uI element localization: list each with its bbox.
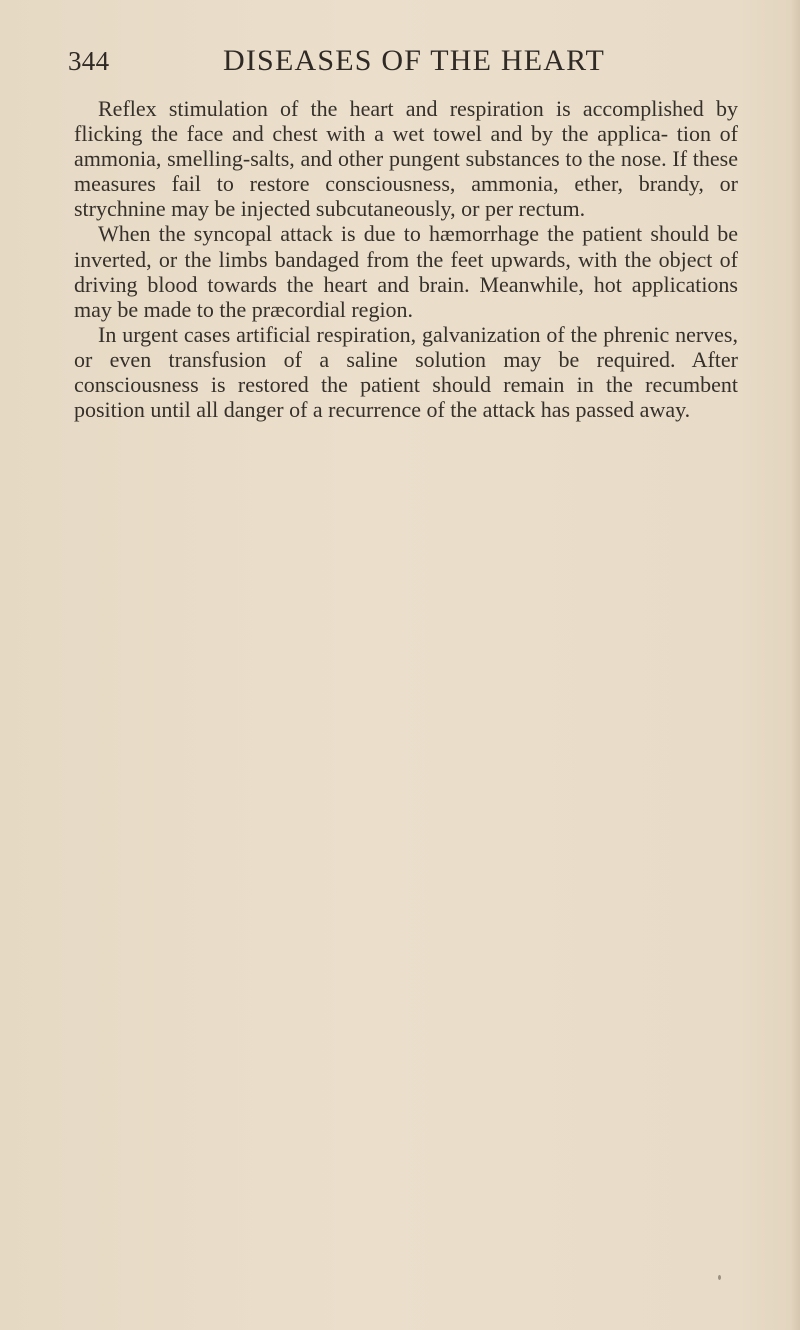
page-header [68,44,738,84]
paragraph-syncopal-attack: When the syncopal attack is due to hæmorrhage the patient should be inverted, or the limbs bandaged from the feet upwards, with the object of driving blood towards the heart and brain. Meanwhile, hot applications may be made to the præcordial region. [74,221,738,322]
paper-speck [718,1275,721,1280]
paragraph-reflex-stimulation: Reflex stimulation of the heart and respiration is accomplished by flicking the face and chest with a wet towel and by the applica- tion of ammonia, smelling-salts, and other pungent substances to the nose. If these measures fail to restore consciousness, ammonia, ether, brandy, or strychnine may be injected subcutaneously, or per rectum. [74,96,738,222]
running-head-title: DISEASES OF THE HEART [223,44,606,77]
page-number: 344 [68,46,110,76]
paragraph-urgent-cases: In urgent cases artificial respiration, galvanization of the phrenic nerves, or even transfusion of a saline solution may be required. After consciousness is restored the patient should remain in the recumbent position until all danger of a recurrence of the attack has passed away. [74,321,738,423]
body-text [74,96,738,422]
page-edge-shadow [790,0,800,1330]
